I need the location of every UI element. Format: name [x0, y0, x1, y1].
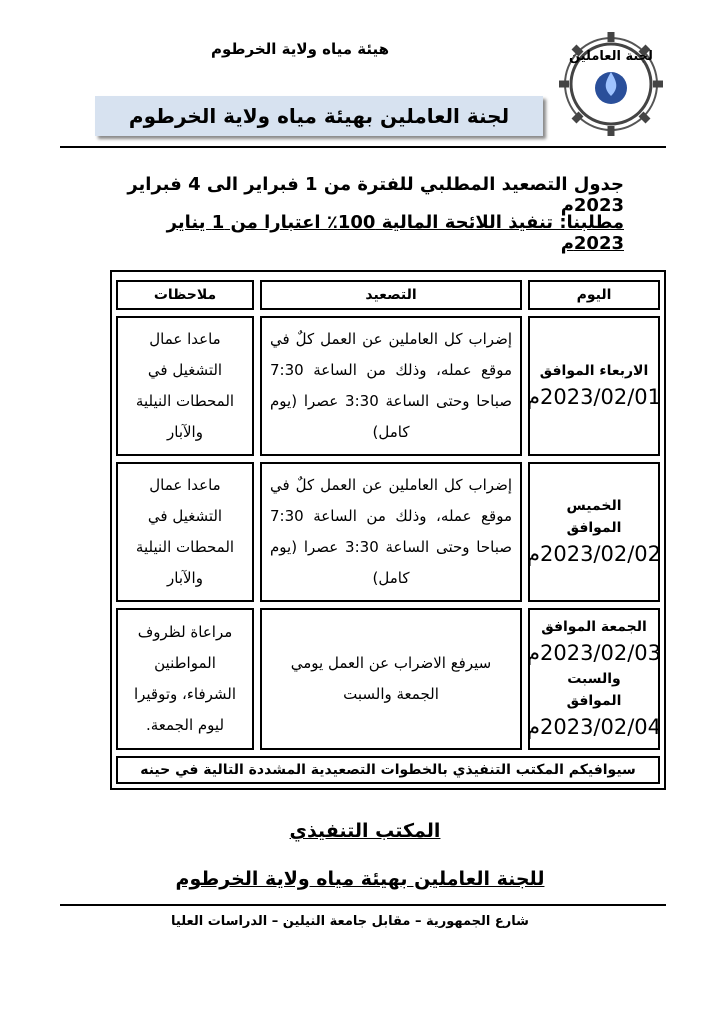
- signature-title: المكتب التنفيذي: [289, 820, 441, 842]
- day-label: الخميس الموافق: [566, 498, 622, 536]
- escalation-cell-2: إضراب كل العاملين عن العمل كلٌ في موقع عمله، وذلك من الساعة 7:30 صباحا وحتى الساعة 3:30 عصرا (يوم كامل): [260, 462, 522, 602]
- footer-divider: [60, 904, 666, 906]
- day-cell-3: [528, 608, 660, 750]
- demand-heading: مطلبنا: تنفيذ اللائحة المالية 100٪ اعتبارا من 1 يناير 2023م: [166, 212, 624, 254]
- escalation-cell-1: إضراب كل العاملين عن العمل كلٌ في موقع عمله، وذلك من الساعة 7:30 صباحا وحتى الساعة 3:30 عصرا (يوم كامل): [260, 316, 522, 456]
- day-label: الاربعاء الموافق: [539, 363, 649, 379]
- logo-text: لجنة العاملين: [569, 49, 653, 64]
- escalation-table: [110, 270, 666, 790]
- day-cell-2: [528, 462, 660, 602]
- table-footer-note: سيوافيكم المكتب التنفيذي بالخطوات التصعيدية المشددة التالية في حينه: [116, 756, 660, 784]
- day-date: 2023/02/01م: [526, 385, 662, 409]
- notes-cell-3: مراعاة لظروف المواطنين الشرفاء، وتوقيرا ليوم الجمعة.: [116, 608, 254, 750]
- divider: [60, 146, 666, 148]
- org-logo: [555, 28, 667, 140]
- header-notes: ملاحظات: [116, 280, 254, 310]
- day-date: 2023/02/03م: [526, 641, 662, 665]
- org-name: هيئة مياه ولاية الخرطوم: [211, 40, 389, 58]
- schedule-heading: جدول التصعيد المطلبي للفترة من 1 فبراير الى 4 فبراير 2023م: [127, 174, 624, 216]
- signature-subtitle: للجنة العاملين بهيئة مياه ولاية الخرطوم: [175, 868, 545, 890]
- escalation-cell-3: سيرفع الاضراب عن العمل يومي الجمعة والسبت: [260, 608, 522, 750]
- notes-cell-2: ماعدا عمال التشغيل في المحطات النيلية والآبار: [116, 462, 254, 602]
- day-label: الجمعة الموافق: [541, 619, 647, 635]
- address: شارع الجمهورية – مقابل جامعة النيلين – الدراسات العليا: [171, 914, 529, 929]
- day-label-second: والسبت الموافق: [566, 671, 622, 709]
- banner-title: لجنة العاملين بهيئة مياه ولاية الخرطوم: [95, 96, 543, 136]
- header-escalation: التصعيد: [260, 280, 522, 310]
- day-date: 2023/02/02م: [526, 542, 662, 566]
- day-cell-1: [528, 316, 660, 456]
- header-day: اليوم: [528, 280, 660, 310]
- notes-cell-1: ماعدا عمال التشغيل في المحطات النيلية والآبار: [116, 316, 254, 456]
- day-date-second: 2023/02/04م: [526, 715, 662, 739]
